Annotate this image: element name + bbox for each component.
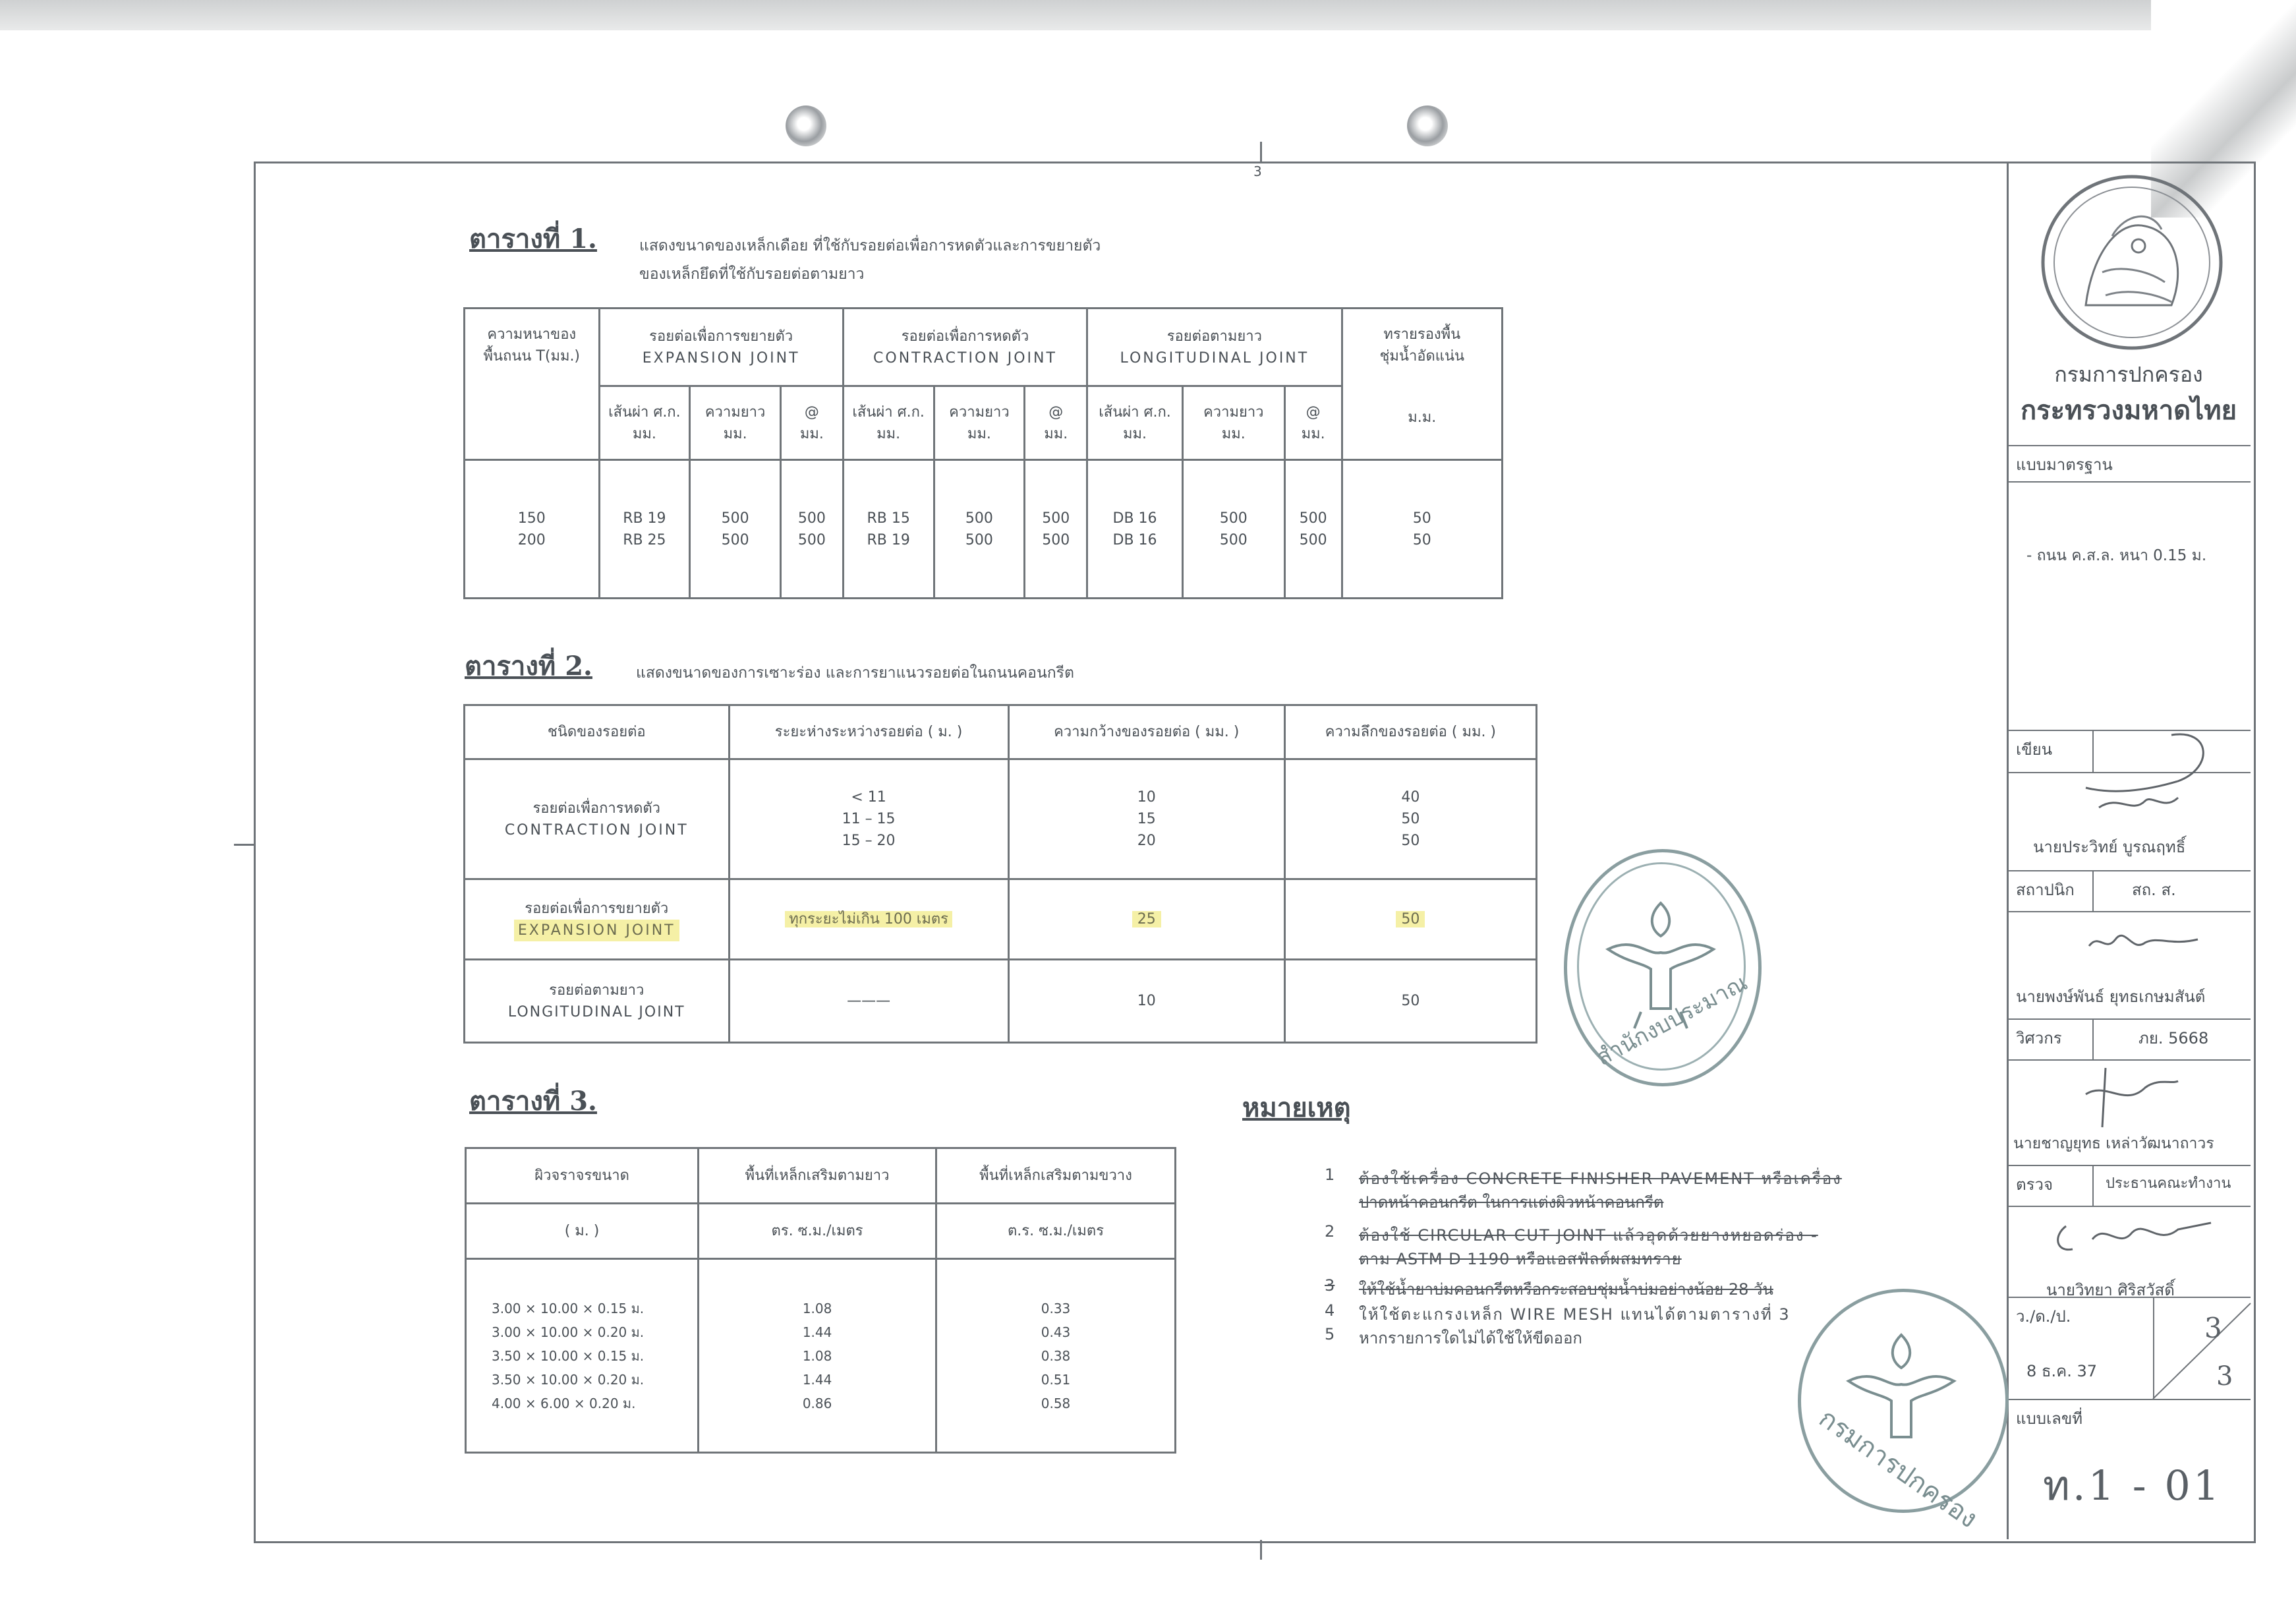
tb-line-7 xyxy=(2007,1018,2251,1020)
tb-sheet-total: 3 xyxy=(2216,1361,2233,1392)
notes-title: หมายเหตุ xyxy=(1242,1092,1351,1123)
note-4-number: 4 xyxy=(1325,1301,1335,1320)
t1-e-dia: RB 19 RB 25 xyxy=(599,460,690,599)
t3-data-row xyxy=(466,1259,1176,1453)
budget-office-stamp-text: สำนักงบประมาณ xyxy=(1592,969,1752,1071)
note-2-number: 2 xyxy=(1325,1222,1335,1241)
table2-title: ตารางที่ 2. xyxy=(465,651,592,682)
t1-sub-c-len: ความยาว มม. xyxy=(934,386,1025,460)
t1-sub-l-len: ความยาว มม. xyxy=(1182,386,1284,460)
t1-sub-e-at: @ มม. xyxy=(780,386,843,460)
table2 xyxy=(463,704,1537,1044)
note-5-line1: หากรายการใดไม่ได้ใช้ให้ขีดออก xyxy=(1359,1329,1582,1347)
tb-line-1 xyxy=(2007,445,2251,446)
tb-ministry: กระทรวงมหาดไทย xyxy=(2020,396,2237,426)
tb-line-8 xyxy=(2007,1059,2251,1061)
scan-top-shadow xyxy=(0,0,2296,30)
t3-unit-long: ตร. ซ.ม./เมตร xyxy=(699,1204,936,1259)
tb-drawing-no: ท.1 - 01 xyxy=(2043,1461,2222,1510)
t2-expansion-depth: 50 xyxy=(1284,879,1536,960)
t3-sizes: 3.00 × 10.00 × 0.15 ม. 3.00 × 10.00 × 0.20 ม. 3.50 × 10.00 × 0.15 ม. 3.50 × 10.00 × 0.20 ม. 4.00 × 6.00 × 0.20 ม. xyxy=(466,1259,699,1453)
t2-row-expansion xyxy=(465,879,1537,960)
t2-contraction-depth: 40 50 50 xyxy=(1284,759,1536,879)
title-block xyxy=(2007,162,2251,1539)
tb-sheet: 3 xyxy=(2204,1312,2222,1344)
note-1-line1: ต้องใช้เครื่อง CONCRETE FINISHER PAVEMENT หรือเครื่อง xyxy=(1359,1169,1842,1188)
tb-drawing-no-label: แบบเลขที่ xyxy=(2016,1409,2083,1428)
t3-head-size: ผิวจราจรขนาด xyxy=(466,1148,699,1204)
t3-unit-size: ( ม. ) xyxy=(466,1204,699,1259)
table3-title: ตารางที่ 3. xyxy=(469,1086,597,1117)
tb-std-label: แบบมาตรฐาน xyxy=(2016,456,2113,474)
t1-head-sand: ทรายรองพื้น ชุ่มน้ำอัดแน่น ม.ม. xyxy=(1342,309,1502,460)
t1-head-thickness: ความหนาของ พื้นถนน T(มม.) xyxy=(465,309,600,460)
t1-l-at: 500 500 xyxy=(1284,460,1342,599)
t1-sub-c-dia: เส้นผ่า ศ.ก. มม. xyxy=(843,386,934,460)
page-number: 3 xyxy=(1253,163,1262,179)
note-1-number: 1 xyxy=(1325,1165,1335,1184)
t2-row-contraction xyxy=(465,759,1537,879)
tb-architect-name: นายพงษ์พันธ์ ยุทธเกษมสันต์ xyxy=(2016,987,2206,1006)
tb-line-5 xyxy=(2007,870,2251,871)
tb-check-divider xyxy=(2092,1165,2094,1206)
t2-contraction-width: 10 15 20 xyxy=(1008,759,1284,879)
note-3-line1: ให้ใช้น้ำยาบ่มคอนกรีตหรือกระสอบชุ่มน้ำบ่มอย่างน้อย 28 วัน xyxy=(1359,1280,1773,1299)
center-mark-bottom xyxy=(1260,1540,1262,1560)
tb-check-label: ตรวจ xyxy=(2016,1175,2053,1194)
t3-trans-values: 0.33 0.43 0.38 0.51 0.58 xyxy=(936,1259,1176,1453)
note-2-line2: ตาม ASTM D 1190 หรือแอสฟัลต์ผสมทราย xyxy=(1359,1250,1682,1268)
t2-contraction-spacing: < 11 11 – 15 15 – 20 xyxy=(729,759,1008,879)
t1-c-at: 500 500 xyxy=(1025,460,1087,599)
t1-sub-c-at: @ มม. xyxy=(1025,386,1087,460)
tb-engineer-label: วิศวกร xyxy=(2016,1029,2062,1047)
note-3-number: 3 xyxy=(1325,1276,1335,1295)
t1-head-contraction: รอยต่อเพื่อการหดตัว CONTRACTION JOINT xyxy=(843,309,1087,386)
tb-line-9 xyxy=(2007,1165,2251,1166)
tb-architect-label: สถาปนิก xyxy=(2016,881,2075,899)
t2-longitudinal-depth: 50 xyxy=(1284,960,1536,1043)
dopa-lion-emblem-icon xyxy=(2040,173,2224,351)
checker-signature-icon xyxy=(2046,1210,2224,1262)
t2-head-spacing: ระยะห่างระหว่างรอยต่อ ( ม. ) xyxy=(729,705,1008,759)
tb-line-12 xyxy=(2007,1399,2251,1400)
t1-thickness: 150 200 xyxy=(465,460,600,599)
t3-head-long: พื้นที่เหล็กเสริมตามยาว xyxy=(699,1148,936,1204)
t1-c-len: 500 500 xyxy=(934,460,1025,599)
t1-e-len: 500 500 xyxy=(690,460,781,599)
table1-caption-line2: ของเหล็กยึดที่ใช้กับรอยต่อตามยาว xyxy=(639,266,865,283)
t2-head-depth: ความลึกของรอยต่อ ( มม. ) xyxy=(1284,705,1536,759)
tb-engineer-divider xyxy=(2092,1018,2094,1059)
drawn-signature-icon xyxy=(2073,728,2224,827)
tb-dept: กรมการปกครอง xyxy=(2054,362,2203,387)
center-mark-top xyxy=(1260,142,1262,162)
t1-head-expansion: รอยต่อเพื่อการขยายตัว EXPANSION JOINT xyxy=(599,309,843,386)
table1-data-row xyxy=(465,460,1503,599)
note-4-line1: ให้ใช้ตะแกรงเหล็ก WIRE MESH แทนได้ตามตารางที่ 3 xyxy=(1359,1305,1791,1324)
t1-sub-e-dia: เส้นผ่า ศ.ก. มม. xyxy=(599,386,690,460)
note-1-line2: ปาดหน้าคอนกรีต ในการแต่งผิวหน้าคอนกรีต xyxy=(1359,1193,1664,1212)
t2-longitudinal-spacing: ——— xyxy=(729,960,1008,1043)
t1-head-longitudinal: รอยต่อตามยาว LONGITUDINAL JOINT xyxy=(1087,309,1342,386)
t1-sub-l-dia: เส้นผ่า ศ.ก. มม. xyxy=(1087,386,1183,460)
t1-c-dia: RB 15 RB 19 xyxy=(843,460,934,599)
dopa-stamp-text: กรมการปกครอง xyxy=(1813,1403,1983,1535)
binder-hole-left xyxy=(786,105,826,146)
tb-drawn-name: นายประวิทย์ บูรณฤทธิ์ xyxy=(2033,838,2186,856)
t3-head-trans: พื้นที่เหล็กเสริมตามขวาง xyxy=(936,1148,1176,1204)
note-5-number: 5 xyxy=(1325,1325,1335,1343)
t1-e-at: 500 500 xyxy=(780,460,843,599)
tb-date-label: ว./ด./ป. xyxy=(2016,1307,2071,1326)
t2-contraction-type: รอยต่อเพื่อการหดตัว CONTRACTION JOINT xyxy=(465,759,730,879)
table1 xyxy=(463,307,1503,599)
sheet-diagonal xyxy=(2153,1297,2251,1399)
tb-architect-divider xyxy=(2092,870,2094,911)
tb-line-2 xyxy=(2007,481,2251,483)
t2-longitudinal-width: 10 xyxy=(1008,960,1284,1043)
t1-l-dia: DB 16 DB 16 xyxy=(1087,460,1183,599)
table1-title: ตารางที่ 1. xyxy=(469,223,597,254)
architect-signature-icon xyxy=(2086,920,2204,966)
tb-check-value: ประธานคณะทำงาน xyxy=(2106,1175,2231,1192)
tb-engineer-value: ภย. 5668 xyxy=(2138,1029,2209,1047)
t3-long-values: 1.08 1.44 1.08 1.44 0.86 xyxy=(699,1259,936,1453)
tb-description: - ถนน ค.ส.ล. หนา 0.15 ม. xyxy=(2026,547,2207,564)
table1-caption-line1: แสดงขนาดของเหล็กเดือย ที่ใช้กับรอยต่อเพื่อการหดตัวและการขยายตัว xyxy=(639,237,1101,254)
t2-head-width: ความกว้างของรอยต่อ ( มม. ) xyxy=(1008,705,1284,759)
table2-caption: แสดงขนาดของการเซาะร่อง และการยาแนวรอยต่อในถนนคอนกรีต xyxy=(636,664,1074,682)
tb-engineer-name: นายชาญยุทธ เหล่าวัฒนาถาวร xyxy=(2013,1135,2214,1152)
t3-unit-trans: ต.ร. ซ.ม./เมตร xyxy=(936,1204,1176,1259)
t2-expansion-type: รอยต่อเพื่อการขยายตัว EXPANSION JOINT xyxy=(465,879,730,960)
t1-sub-e-len: ความยาว มม. xyxy=(690,386,781,460)
t1-sand: 50 50 xyxy=(1342,460,1502,599)
t2-expansion-spacing: ทุกระยะไม่เกิน 100 เมตร xyxy=(729,879,1008,960)
t1-sub-l-at: @ มม. xyxy=(1284,386,1342,460)
tb-line-10 xyxy=(2007,1206,2251,1207)
tb-architect-value: สถ. ส. xyxy=(2132,881,2176,899)
tb-date-value: 8 ธ.ค. 37 xyxy=(2026,1362,2098,1380)
engineer-signature-icon xyxy=(2079,1061,2185,1134)
t1-l-len: 500 500 xyxy=(1182,460,1284,599)
t2-expansion-width: 25 xyxy=(1008,879,1284,960)
note-2-line1: ต้องใช้ CIRCULAR CUT JOINT แล้วอุดด้วยยางหยอดร่อง - xyxy=(1359,1226,1818,1245)
tb-check-name: นายวิทยา ศิริสวัสดิ์ xyxy=(2046,1281,2175,1299)
t2-longitudinal-type: รอยต่อตามยาว LONGITUDINAL JOINT xyxy=(465,960,730,1043)
tb-line-6 xyxy=(2007,911,2251,912)
binder-hole-right xyxy=(1407,105,1448,146)
t2-head-type: ชนิดของรอยต่อ xyxy=(465,705,730,759)
center-mark-left xyxy=(234,844,254,846)
tb-drawn-label: เขียน xyxy=(2016,740,2053,759)
table3 xyxy=(465,1147,1176,1454)
t2-row-longitudinal xyxy=(465,960,1537,1043)
